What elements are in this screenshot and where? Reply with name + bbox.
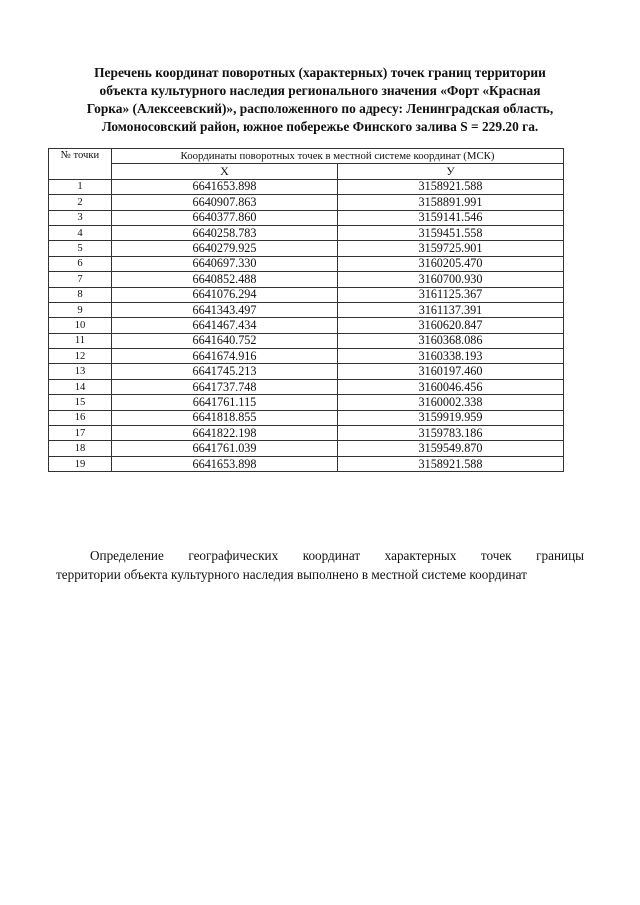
x-coordinate-cell: 6641653.898 — [112, 179, 338, 194]
x-coordinate-cell: 6641737.748 — [112, 379, 338, 394]
title-line-2: объекта культурного наследия регионального значения «Форт «Красная — [99, 83, 541, 98]
y-coordinate-cell: 3160368.086 — [337, 333, 563, 348]
table-row — [49, 441, 564, 456]
point-number-cell: 12 — [49, 349, 112, 364]
paragraph-line-1: Определение географических координат характерных точек границы — [90, 548, 584, 563]
table-row — [49, 364, 564, 379]
header-y: У — [337, 164, 563, 179]
y-coordinate-cell: 3161125.367 — [337, 287, 563, 302]
table-row — [49, 225, 564, 240]
x-coordinate-cell: 6641674.916 — [112, 349, 338, 364]
point-number-cell: 10 — [49, 318, 112, 333]
x-coordinate-cell: 6641467.434 — [112, 318, 338, 333]
point-number-cell: 3 — [49, 210, 112, 225]
x-coordinate-cell: 6641640.752 — [112, 333, 338, 348]
point-number-cell: 4 — [49, 225, 112, 240]
point-number-cell: 8 — [49, 287, 112, 302]
point-number-cell: 7 — [49, 272, 112, 287]
header-coordinates-group: Координаты поворотных точек в местной системе координат (МСК) — [112, 149, 564, 164]
y-coordinate-cell: 3160046.456 — [337, 379, 563, 394]
table-row — [49, 379, 564, 394]
point-number-cell: 13 — [49, 364, 112, 379]
header-point-number: № точки — [49, 149, 112, 180]
point-number-cell: 9 — [49, 302, 112, 317]
table-row — [49, 333, 564, 348]
table-row — [49, 318, 564, 333]
header-x: X — [112, 164, 338, 179]
x-coordinate-cell: 6641818.855 — [112, 410, 338, 425]
x-coordinate-cell: 6641822.198 — [112, 426, 338, 441]
body-paragraph — [56, 546, 584, 584]
table-row — [49, 426, 564, 441]
x-coordinate-cell: 6640907.863 — [112, 195, 338, 210]
table-row — [49, 195, 564, 210]
title-line-4: Ломоносовский район, южное побережье Финского залива S = 229.20 га. — [101, 119, 539, 134]
y-coordinate-cell: 3159549.870 — [337, 441, 563, 456]
y-coordinate-cell: 3159451.558 — [337, 225, 563, 240]
point-number-cell: 2 — [49, 195, 112, 210]
table-body — [49, 179, 564, 471]
y-coordinate-cell: 3159919.959 — [337, 410, 563, 425]
x-coordinate-cell: 6640697.330 — [112, 256, 338, 271]
y-coordinate-cell: 3160205.470 — [337, 256, 563, 271]
point-number-cell: 15 — [49, 395, 112, 410]
table-row — [49, 349, 564, 364]
title-line-1: Перечень координат поворотных (характерных) точек границ территории — [94, 65, 546, 80]
x-coordinate-cell: 6641761.115 — [112, 395, 338, 410]
table-row — [49, 456, 564, 471]
y-coordinate-cell: 3158921.588 — [337, 456, 563, 471]
x-coordinate-cell: 6641343.497 — [112, 302, 338, 317]
table-row — [49, 179, 564, 194]
title-line-3: Горка» (Алексеевский)», расположенного по адресу: Ленинградская область, — [86, 101, 554, 116]
x-coordinate-cell: 6640377.860 — [112, 210, 338, 225]
x-coordinate-cell: 6641761.039 — [112, 441, 338, 456]
paragraph-line-2: территории объекта культурного наследия выполнено в местной системе координат — [56, 567, 527, 582]
point-number-cell: 14 — [49, 379, 112, 394]
table-row — [49, 256, 564, 271]
y-coordinate-cell: 3158891.991 — [337, 195, 563, 210]
point-number-cell: 6 — [49, 256, 112, 271]
point-number-cell: 18 — [49, 441, 112, 456]
point-number-cell: 5 — [49, 241, 112, 256]
coordinates-table — [48, 148, 564, 472]
y-coordinate-cell: 3160197.460 — [337, 364, 563, 379]
y-coordinate-cell: 3160620.847 — [337, 318, 563, 333]
point-number-cell: 19 — [49, 456, 112, 471]
table-row — [49, 210, 564, 225]
y-coordinate-cell: 3160700.930 — [337, 272, 563, 287]
point-number-cell: 17 — [49, 426, 112, 441]
point-number-cell: 1 — [49, 179, 112, 194]
document-title — [56, 64, 584, 136]
y-coordinate-cell: 3160002.338 — [337, 395, 563, 410]
y-coordinate-cell: 3159725.901 — [337, 241, 563, 256]
table-row — [49, 410, 564, 425]
table-row — [49, 395, 564, 410]
x-coordinate-cell: 6640279.925 — [112, 241, 338, 256]
y-coordinate-cell: 3159783.186 — [337, 426, 563, 441]
y-coordinate-cell: 3160338.193 — [337, 349, 563, 364]
x-coordinate-cell: 6640258.783 — [112, 225, 338, 240]
table-row — [49, 287, 564, 302]
y-coordinate-cell: 3159141.546 — [337, 210, 563, 225]
y-coordinate-cell: 3161137.391 — [337, 302, 563, 317]
point-number-cell: 11 — [49, 333, 112, 348]
table-row — [49, 272, 564, 287]
x-coordinate-cell: 6641745.213 — [112, 364, 338, 379]
x-coordinate-cell: 6640852.488 — [112, 272, 338, 287]
table-row — [49, 241, 564, 256]
point-number-cell: 16 — [49, 410, 112, 425]
y-coordinate-cell: 3158921.588 — [337, 179, 563, 194]
x-coordinate-cell: 6641653.898 — [112, 456, 338, 471]
x-coordinate-cell: 6641076.294 — [112, 287, 338, 302]
table-row — [49, 302, 564, 317]
